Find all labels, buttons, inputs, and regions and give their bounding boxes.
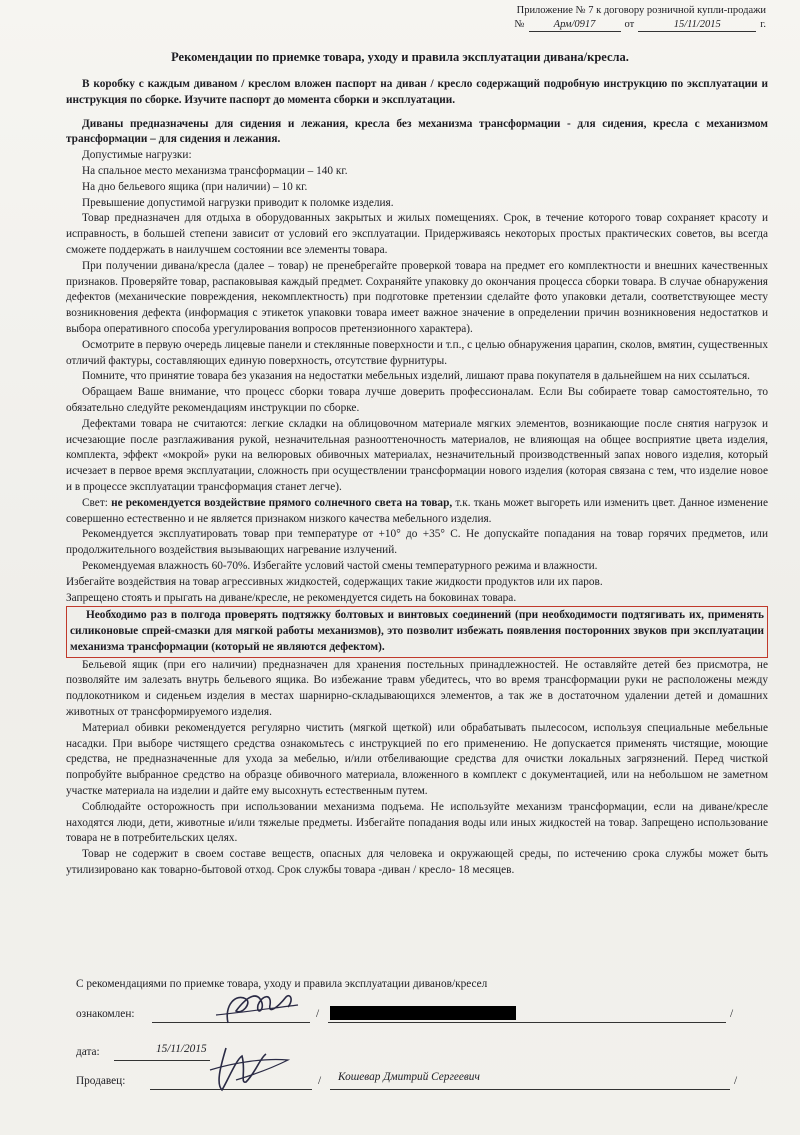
document-header: [366, 4, 766, 32]
paragraph-lift-mechanism: Соблюдайте осторожность при использовании механизма подъема. Не используйте механизм трансформации, если на диване/кресле находятся люди, дети, животные и/или тяжелые предметы. Избегайте попадания воды или иных жидкостей на товар. Запрещено использование товара не в потребительских целях.: [66, 800, 768, 845]
seller-signature-mark: [196, 1040, 296, 1096]
paragraph-load-drawer: На дно бельевого ящика (при наличии) – 10 кг.: [82, 180, 308, 193]
paragraph-disposal: Товар не содержит в своем составе веществ, опасных для человека и окружающей среды, по истечению срока службы может быть утилизировано как товарно-бытовой отход. Срок службы товара -диван / кресло- 18 месяцев.: [66, 848, 768, 877]
light-warning: не рекомендуется воздействие прямого солнечного света на товар,: [111, 496, 453, 509]
contract-no-label: №: [514, 19, 525, 30]
appendix-note: Приложение № 7 к договору розничной купли-продажи: [516, 5, 766, 16]
paragraph-load-sleeping: На спальное место механизма трансформации – 140 кг.: [82, 164, 348, 177]
paragraph-liquids: Избегайте воздействия на товар агрессивных жидкостей, содержащих такие жидкости продуктов или их паров.: [66, 575, 603, 588]
paragraph-purpose-rooms: Товар предназначен для отдыха в оборудованных закрытых и жилых помещениях. Срок, в течение которого товар сохраняет красоту и исправность, в большей степени зависит от условий его эксплуатации. Придерживаясь некоторых простых практических советов, вы всегда сможете поддержать в наилучшем состоянии все элементы товара.: [66, 212, 768, 256]
paragraph-purpose: Диваны предназначены для сидения и лежания, кресла без механизма трансформации - для сидения, кресла с механизмом трансформации – для сидения и лежания.: [66, 117, 768, 146]
light-label: Свет:: [82, 496, 108, 509]
contract-from-label: от: [624, 19, 635, 30]
paragraph-not-defects: Дефектами товара не считаются: легкие складки на облицовочном материале мягких элементов, возникающие после снятия нагрузок и исчезающие после разглаживания рукой, незначительная разнооттеночность материалов, не влияющая на общее восприятие цвета изделия, комплекта, эффект «мокрой» руки на велюровых обивочных материалах, незначительный производственный запах нового изделия, который исчезает в первое время эксплуатации, сложность при осуществлении трансформации нового изделия (которая связана с тем, что изделие новое и в процессе эксплуатации трансформация станет легче).: [66, 417, 768, 493]
paragraph-inspection: Осмотрите в первую очередь лицевые панели и стеклянные поверхности и т.п., с целью обнаружения царапин, сколов, вмятин, существенных отличий фактуры, составляющих единую поверхность, отсутствие фурнитуры.: [66, 338, 768, 367]
paragraph-maintenance-highlighted: Необходимо раз в полгода проверять подтяжку болтовых и винтовых соединений (при необходимости подтягивать их, применять силиконовые спрей-смазки для мягкой работы механизмов), это позволит избежать появления посторонних звуков при эксплуатации механизма трансформации (который не являются дефектом).: [66, 606, 768, 657]
signature-intro: С рекомендациями по приемке товара, уходу и правила эксплуатации диванов/кресел: [76, 978, 488, 990]
contract-number: Арм/0917: [529, 18, 621, 32]
paragraph-no-jumping: Запрещено стоять и прыгать на диване/кресле, не рекомендуется сидеть на боковинах товара.: [66, 591, 517, 604]
seller-label: Продавец:: [76, 1075, 126, 1087]
light-detail: т.к. ткань может выгореть или изменить цвет. Данное изменение совершенно естественно и не является признаком низкого качества мебельного изделия.: [66, 496, 768, 525]
paragraph-light: [66, 496, 768, 528]
paragraph-drawer-safety: Бельевой ящик (при его наличии) предназначен для хранения постельных принадлежностей. Не оставляйте детей без присмотра, не позволяйте им залезать внутрь бельевого ящика. Во избежание травм убедитесь, что во время трансформации руки не расположены между подлокотником и сиденьем изделия в местах шарнирно-складывающихся элементов, а так же в достаточном удалении детей и домашних животных от трансформируемого изделия.: [66, 658, 768, 719]
paragraph-passport: В коробку с каждым диваном / креслом вложен паспорт на диван / кресло содержащий подробную инструкцию по эксплуатации и инструкция по сборке. Изучите паспорт до момента сборки и эксплуатации.: [66, 78, 768, 106]
seller-name: Кошевар Дмитрий Сергеевич: [338, 1071, 480, 1083]
paragraph-cleaning: Материал обивки рекомендуется регулярно чистить (мягкой щеткой) или обрабатывать пылесосом, используя специальные мебельные насадки. При выборе чистящего средства ознакомьтесь с инструкцией по его применению. Не допускается применять чистящие, моющие средства, не предназначенные для ухода за мебелью, и/или отбеливающие средства для очистки локальных загрязнений. Перед чисткой попробуйте выбранное средство на образце обивочного материала, вложенного в комплект с документацией, или на небольшом не заметном участке материала на изделии и дайте ему высохнуть естественным путем.: [66, 721, 768, 798]
redacted-customer-name: [330, 1006, 516, 1020]
paragraph-acceptance: Помните, что принятие товара без указания на недостатки мебельных изделий, лишают права покупателя в дальнейшем на них ссылаться.: [82, 370, 750, 383]
date-label: дата:: [76, 1046, 100, 1058]
slash-separator-2: /: [730, 1008, 734, 1020]
contract-reference: [366, 18, 766, 32]
contract-date: 15/11/2015: [638, 18, 756, 32]
slash-separator-1: /: [316, 1008, 320, 1020]
slash-separator-4: /: [734, 1075, 738, 1087]
document-title: Рекомендации по приемке товара, уходу и правила эксплуатации дивана/кресла.: [171, 50, 629, 64]
paragraph-temperature: Рекомендуется эксплуатировать товар при температуре от +10° до +35° С. Не допускайте попадания на товар горячих предметов, или продолжительного воздействия вызывающих нагревание излучений.: [66, 528, 768, 557]
paragraph-loads-heading: Допустимые нагрузки:: [82, 149, 192, 162]
paragraph-overload: Превышение допустимой нагрузки приводит к поломке изделия.: [82, 196, 394, 209]
customer-signature-mark: [206, 985, 306, 1029]
acquainted-label: ознакомлен:: [76, 1008, 135, 1020]
date-value: 15/11/2015: [156, 1043, 207, 1055]
document-body: [66, 77, 768, 879]
paragraph-assembly: Обращаем Ваше внимание, что процесс сборки товара лучше доверить профессионалам. Если Вы собираете товар самостоятельно, то обязательно следуйте рекомендациям инструкции по сборке.: [66, 386, 768, 414]
paragraph-receiving: При получении дивана/кресла (далее – товар) не пренебрегайте проверкой товара на предмет его комплектности и внешних качественных признаков. Проверяйте товар, распаковывая каждый предмет. Сохраняйте упаковку до окончания процесса сборки товара. В случае обнаружения дефектов (механические повреждения, некомплектность) при подготовке претензии сделайте фото упаковки детали, соответствующее месту возникновения дефекта (информация с этикеток упаковки товара имеет важное значение в определении причин возникновения недостатков и выбора оперативного способа урегулирования вопросов претензионного характера).: [66, 259, 768, 335]
year-suffix: г.: [760, 19, 766, 30]
slash-separator-3: /: [318, 1075, 322, 1087]
paragraph-humidity: Рекомендуемая влажность 60-70%. Избегайте условий частой смены температурного режима и влажности.: [82, 559, 598, 572]
